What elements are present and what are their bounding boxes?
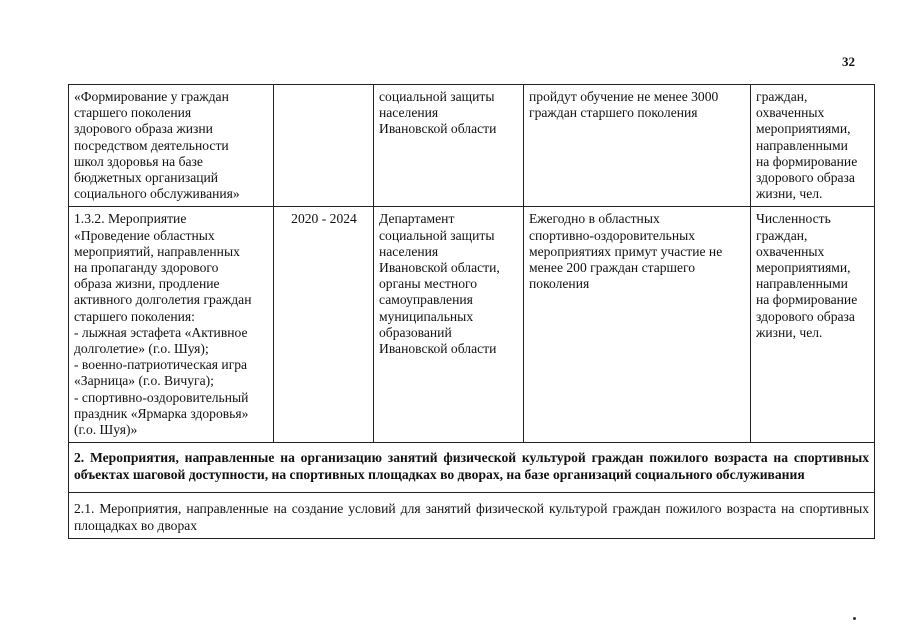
text-line: Ивановской области	[379, 341, 497, 357]
action-cell	[69, 85, 274, 207]
text-line: здорового образа жизни	[74, 121, 213, 137]
scan-speck	[853, 617, 856, 620]
text-line: Департамент	[379, 211, 455, 227]
text-line: органы местного	[379, 276, 478, 292]
text-line: граждан старшего поколения	[529, 105, 698, 121]
result-cell	[524, 85, 751, 207]
text-line: посредством деятельности	[74, 137, 229, 153]
text-line: - лыжная эстафета «Активное	[74, 324, 248, 340]
text-line: «Проведение областных	[74, 227, 215, 243]
text-line: «Формирование у граждан	[74, 89, 229, 104]
text-line: мероприятиях примут участие не	[529, 243, 723, 259]
text-line: на пропаганду здорового	[74, 260, 219, 276]
text-line: старшего поколения:	[74, 308, 195, 324]
section-heading-row	[69, 443, 875, 493]
indicator-cell	[751, 207, 875, 443]
text-line: граждан,	[756, 227, 808, 243]
text-line: мероприятий, направленных	[74, 243, 240, 259]
result-cell	[524, 207, 751, 443]
text-line: Ежегодно в областных	[529, 211, 660, 227]
text-line: жизни, чел.	[756, 186, 823, 202]
page-number: 32	[842, 54, 855, 69]
plan-table	[68, 84, 875, 539]
years-cell	[274, 207, 374, 443]
text-line: - спортивно-оздоровительный	[74, 389, 249, 405]
text-line: - военно-патриотическая игра	[74, 357, 248, 373]
text-line: населения	[379, 243, 439, 259]
text-line: самоуправления	[379, 292, 473, 308]
executor-cell	[374, 85, 524, 207]
text-line: менее 200 граждан старшего	[529, 260, 696, 276]
text-line: жизни, чел.	[756, 324, 823, 340]
table-row	[69, 207, 875, 443]
text-line: образований	[379, 324, 452, 340]
text-line: направленными	[756, 276, 848, 292]
text-line: школ здоровья на базе	[74, 153, 203, 169]
text-line: охваченных	[756, 243, 825, 259]
table-row	[69, 85, 875, 207]
text-line: активного долголетия граждан	[74, 292, 252, 308]
text-line: направленными	[756, 137, 848, 153]
text-line: на формирование	[756, 292, 858, 308]
text-line: Численность	[756, 211, 831, 227]
text-line: 2020 - 2024	[291, 211, 357, 227]
indicator-cell	[751, 85, 875, 207]
text-line: мероприятиями,	[756, 260, 851, 276]
text-line: 1.3.2. Мероприятие	[74, 211, 187, 227]
text-line: социальной защиты	[379, 89, 495, 104]
text-line: мероприятиями,	[756, 121, 851, 137]
text-line: здорового образа	[756, 170, 855, 186]
action-cell	[69, 207, 274, 443]
text-line: муниципальных	[379, 308, 474, 324]
years-cell	[274, 85, 374, 207]
text-line: спортивно-оздоровительных	[529, 227, 696, 243]
section-heading: 2. Мероприятия, направленные на организацию занятий физической культурой граждан пожилого возраста на спортивных объектах шаговой доступности, на спортивных площадках во дворах, на базе организаций социального обслуживания	[69, 443, 875, 493]
text-line: социальной защиты	[379, 227, 495, 243]
text-line: Ивановской области	[379, 121, 497, 137]
text-line: долголетие» (г.о. Шуя);	[74, 341, 209, 357]
text-line: поколения	[529, 276, 590, 292]
text-line: Ивановской области,	[379, 260, 500, 276]
text-line: образа жизни, продление	[74, 276, 220, 292]
text-line: праздник «Ярмарка здоровья»	[74, 405, 249, 421]
subsection-text: 2.1. Мероприятия, направленные на создание условий для занятий физической культурой граждан пожилого возраста на спортивных площадках во дворах	[69, 493, 875, 539]
text-line: пройдут обучение не менее 3000	[529, 89, 719, 104]
text-line: охваченных	[756, 105, 825, 121]
text-line: населения	[379, 105, 439, 121]
text-line: «Зарница» (г.о. Вичуга);	[74, 373, 214, 389]
text-line: на формирование	[756, 153, 858, 169]
text-line: бюджетных организаций	[74, 170, 219, 186]
text-line: старшего поколения	[74, 105, 192, 121]
text-line: социального обслуживания»	[74, 186, 240, 202]
executor-cell	[374, 207, 524, 443]
subsection-row	[69, 493, 875, 539]
text-line: здорового образа	[756, 308, 855, 324]
text-line: (г.о. Шуя)»	[74, 422, 138, 438]
text-line: граждан,	[756, 89, 808, 104]
